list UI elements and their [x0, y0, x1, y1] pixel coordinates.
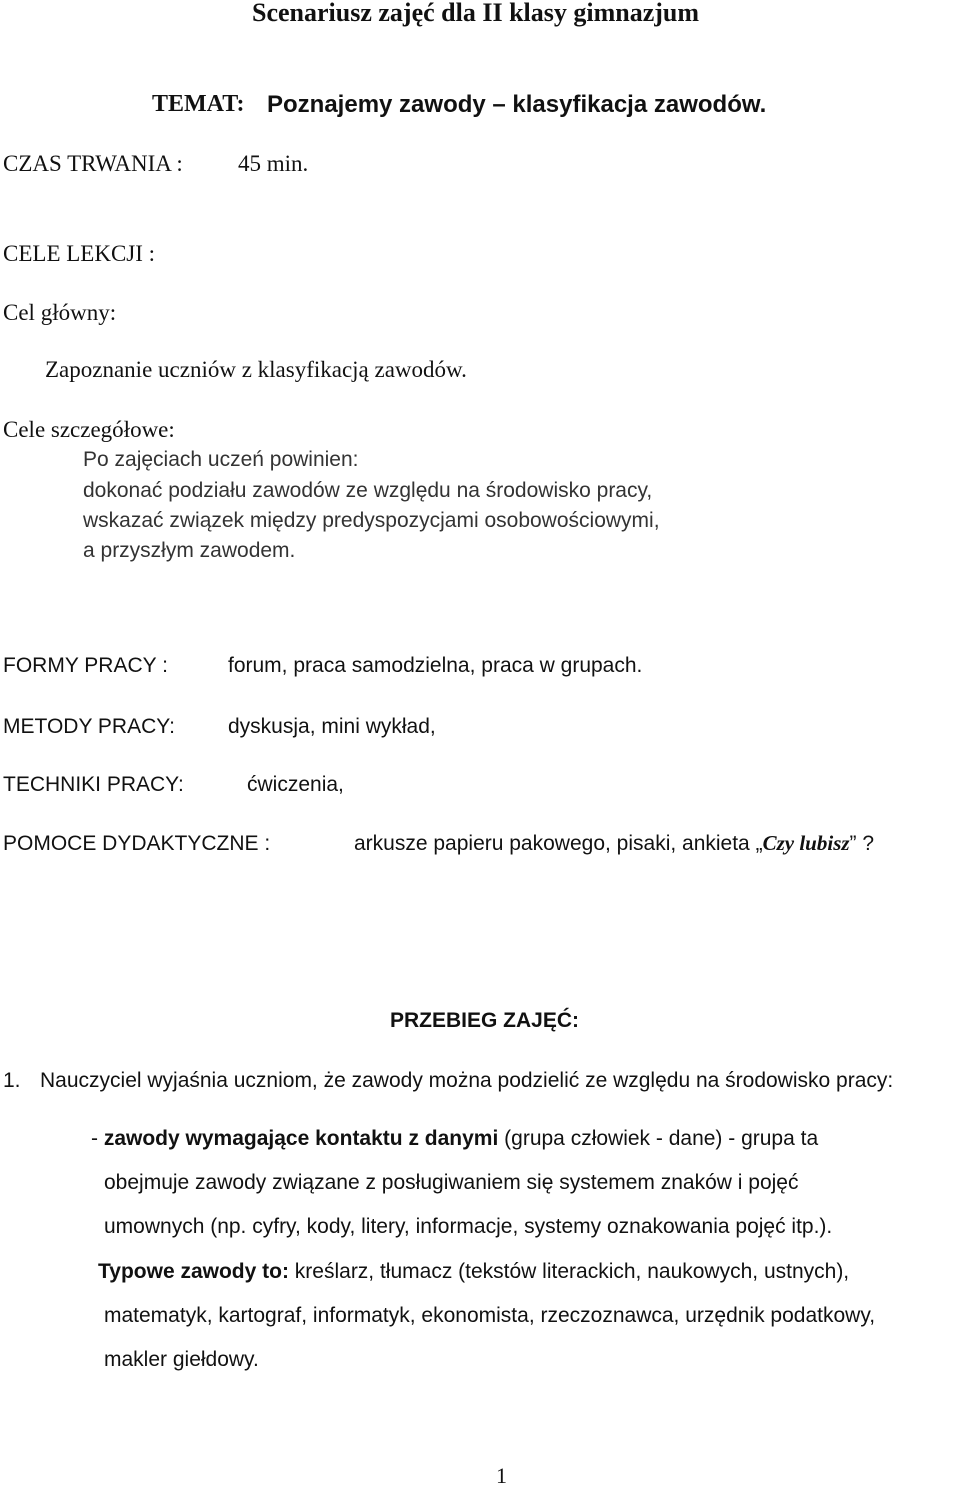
typical-line-2: matematyk, kartograf, informatyk, ekonomista, rzeczoznawca, urzędnik podatkowy, [104, 1304, 876, 1327]
page-number: 1 [496, 1463, 507, 1488]
typical-label: Typowe zawody to: [98, 1260, 289, 1283]
course-heading: PRZEBIEG ZAJĘĆ: [390, 1009, 580, 1032]
aids-label: POMOCE DYDAKTYCZNE : [3, 832, 271, 855]
methods-value: dyskusja, mini wykład, [228, 715, 436, 738]
duration-value: 45 min. [238, 151, 309, 176]
aids-survey-name: Czy lubisz [762, 831, 850, 855]
main-goal-label: Cel główny: [3, 300, 117, 325]
aids-suffix: ? [862, 832, 875, 855]
methods-label: METODY PRACY: [3, 715, 175, 738]
specific-goal-item: a przyszłym zawodem. [83, 539, 296, 562]
specific-goals-label: Cele szczegółowe: [3, 417, 175, 442]
duration-label: CZAS TRWANIA : [3, 151, 183, 176]
item-line-2: obejmuje zawody związane z posługiwaniem się systemem znaków i pojęć [104, 1171, 799, 1194]
aids-quote-close: ” [849, 832, 857, 855]
item-line-3: umownych (np. cyfry, kody, litery, informacje, systemy oznakowania pojęć itp.). [104, 1215, 833, 1238]
techniques-value: ćwiczenia, [247, 773, 344, 796]
item-bold: zawody wymagające kontaktu z danymi [103, 1127, 499, 1150]
item-line-1 [91, 1128, 818, 1149]
topic-label: TEMAT: [152, 91, 245, 117]
document-title: Scenariusz zajęć dla II klasy gimnazjum [252, 0, 700, 27]
aids-quote-open: „ [755, 832, 763, 855]
typical-line-3: makler giełdowy. [104, 1348, 259, 1371]
aids-value: arkusze papieru pakowego, pisaki, ankieta [354, 832, 750, 855]
item-dash: - [91, 1127, 98, 1150]
item-rest: (grupa człowiek - dane) - grupa ta [504, 1127, 819, 1150]
specific-goals-intro: Po zajęciach uczeń powinien: [83, 448, 359, 471]
techniques-label: TECHNIKI PRACY: [3, 773, 184, 796]
goals-heading: CELE LEKCJI : [3, 241, 156, 266]
typical-value-1: kreślarz, tłumacz (tekstów literackich, naukowych, ustnych), [294, 1260, 850, 1283]
specific-goal-item: dokonać podziału zawodów ze względu na środowisko pracy, [83, 479, 653, 502]
topic-value: Poznajemy zawody – klasyfikacja zawodów. [267, 91, 767, 118]
specific-goal-item: wskazać związek między predyspozycjami osobowościowymi, [83, 509, 660, 532]
step-number: 1. [3, 1069, 21, 1092]
aids-value-line [354, 833, 874, 854]
main-goal-value: Zapoznanie uczniów z klasyfikacją zawodów. [45, 357, 467, 382]
forms-value: forum, praca samodzielna, praca w grupach. [228, 654, 643, 677]
step-text: Nauczyciel wyjaśnia uczniom, że zawody można podzielić ze względu na środowisko pracy: [40, 1069, 894, 1092]
forms-label: FORMY PRACY : [3, 654, 168, 677]
typical-line-1 [98, 1261, 849, 1282]
